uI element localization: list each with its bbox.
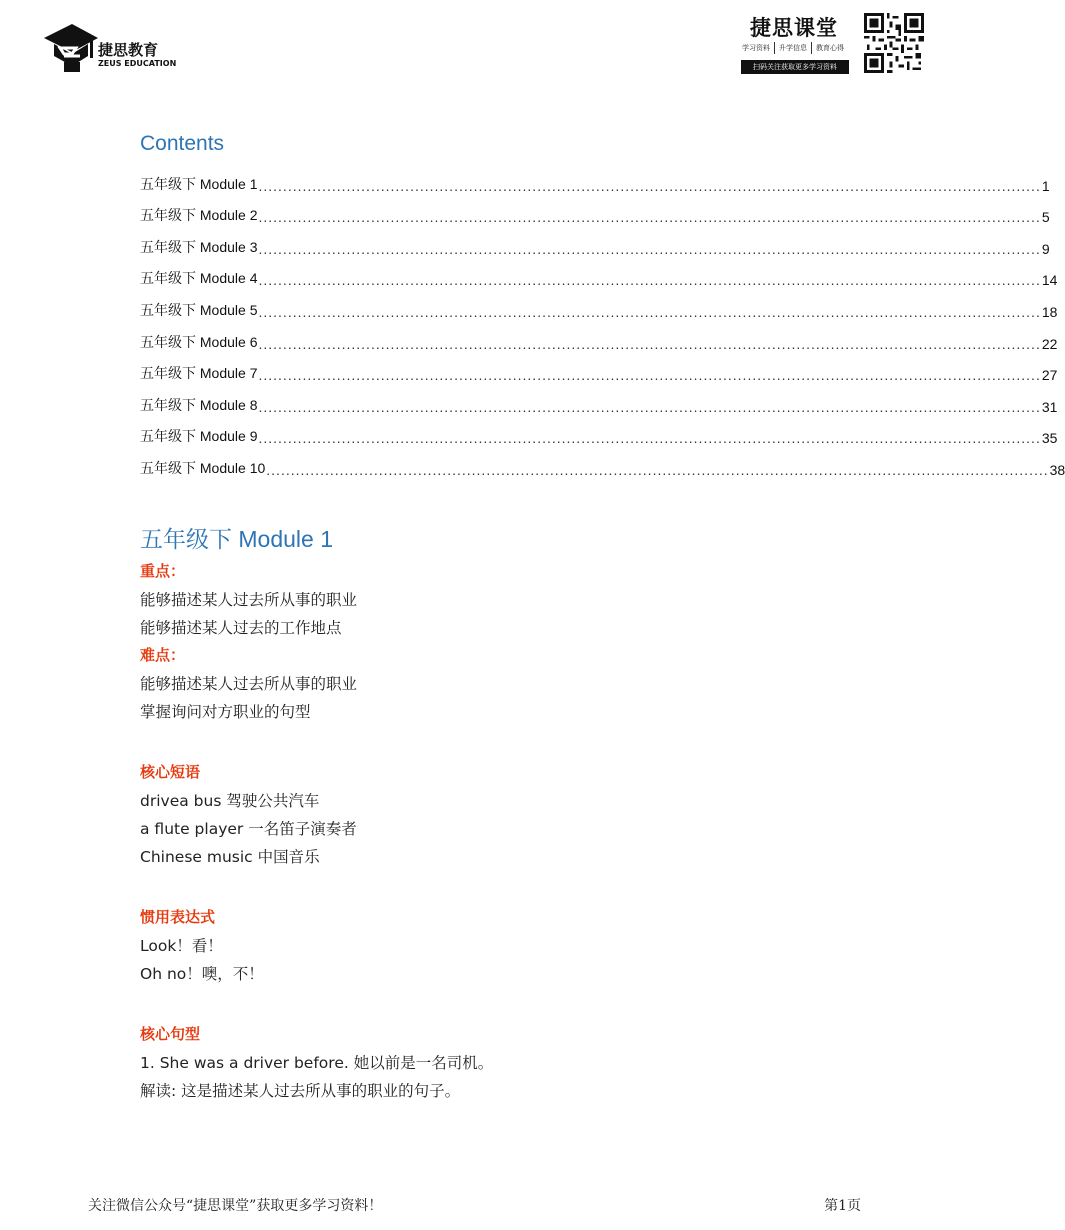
phrase: Chinese music 中国音乐 (140, 848, 320, 866)
brand-tag: 学习资料 (742, 44, 770, 52)
key-point: 能够描述某人过去的工作地点 (140, 619, 342, 637)
toc-item-module-8[interactable]: 五年级下 Module 8 ................................................................................................................................................................ 31 (140, 396, 1058, 415)
expressions-label: 惯用表达式 (140, 908, 216, 926)
core-sentences-label: 核心句型 (140, 1025, 201, 1043)
key-point: 能够描述某人过去所从事的职业 (140, 591, 358, 609)
logo-chinese-name: 捷思教育 (98, 41, 159, 59)
toc-item-module-10[interactable]: 五年级下 Module 10 ................................................................................................................................................................ 38 (140, 459, 1065, 478)
phrase: drivea bus 驾驶公共汽车 (140, 792, 320, 810)
expression: Oh no！噢，不！ (140, 965, 264, 983)
brand-scan-bar: 扫码关注获取更多学习资料 (741, 60, 849, 74)
table-of-contents (140, 162, 1065, 478)
sentence-explanation: 解读: 这是描述某人过去所从事的职业的句子。 (140, 1082, 461, 1100)
difficult-point: 掌握询问对方职业的句型 (140, 703, 311, 721)
graduation-cap-icon (42, 18, 100, 74)
toc-item-module-5[interactable]: 五年级下 Module 5 ................................................................................................................................................................ 18 (140, 301, 1058, 320)
brand-tag: 教育心得 (816, 44, 844, 52)
sentence: 1. She was a driver before. 她以前是一名司机。 (140, 1054, 494, 1072)
toc-item-module-4[interactable]: 五年级下 Module 4 ................................................................................................................................................................ 14 (140, 270, 1058, 289)
module-heading: 五年级下 Module 1 (140, 526, 334, 552)
page-number: 第1页 (824, 1198, 861, 1214)
key-points-label: 重点： (140, 562, 186, 580)
toc-item-module-1[interactable]: 五年级下 Module 1 ................................................................................................................................................................ 1 (140, 175, 1050, 194)
core-phrases-label: 核心短语 (140, 763, 201, 781)
toc-item-module-2[interactable]: 五年级下 Module 2 ................................................................................................................................................................ 5 (140, 207, 1050, 226)
toc-item-module-6[interactable]: 五年级下 Module 6 ................................................................................................................................................................ 22 (140, 333, 1058, 352)
difficult-point: 能够描述某人过去所从事的职业 (140, 675, 358, 693)
jiesi-classroom-brand (738, 12, 850, 76)
logo-english-name: ZEUS EDUCATION (98, 59, 177, 68)
brand-tags (742, 42, 844, 54)
contents-title: Contents (140, 132, 225, 155)
toc-item-module-9[interactable]: 五年级下 Module 9 ................................................................................................................................................................ 35 (140, 428, 1058, 447)
footer-wechat-note: 关注微信公众号“捷思课堂”获取更多学习资料！ (88, 1198, 383, 1214)
brand-tag: 升学信息 (779, 44, 807, 52)
expression: Look！看！ (140, 937, 223, 955)
toc-item-module-3[interactable]: 五年级下 Module 3 ................................................................................................................................................................ 9 (140, 238, 1050, 257)
toc-item-module-7[interactable]: 五年级下 Module 7 ................................................................................................................................................................ 27 (140, 365, 1058, 384)
phrase: a flute player 一名笛子演奏者 (140, 820, 357, 838)
zeus-education-logo (42, 18, 192, 74)
qr-code-icon[interactable] (864, 13, 924, 73)
difficult-points-label: 难点： (140, 646, 186, 664)
brand-title: 捷思课堂 (750, 15, 838, 40)
